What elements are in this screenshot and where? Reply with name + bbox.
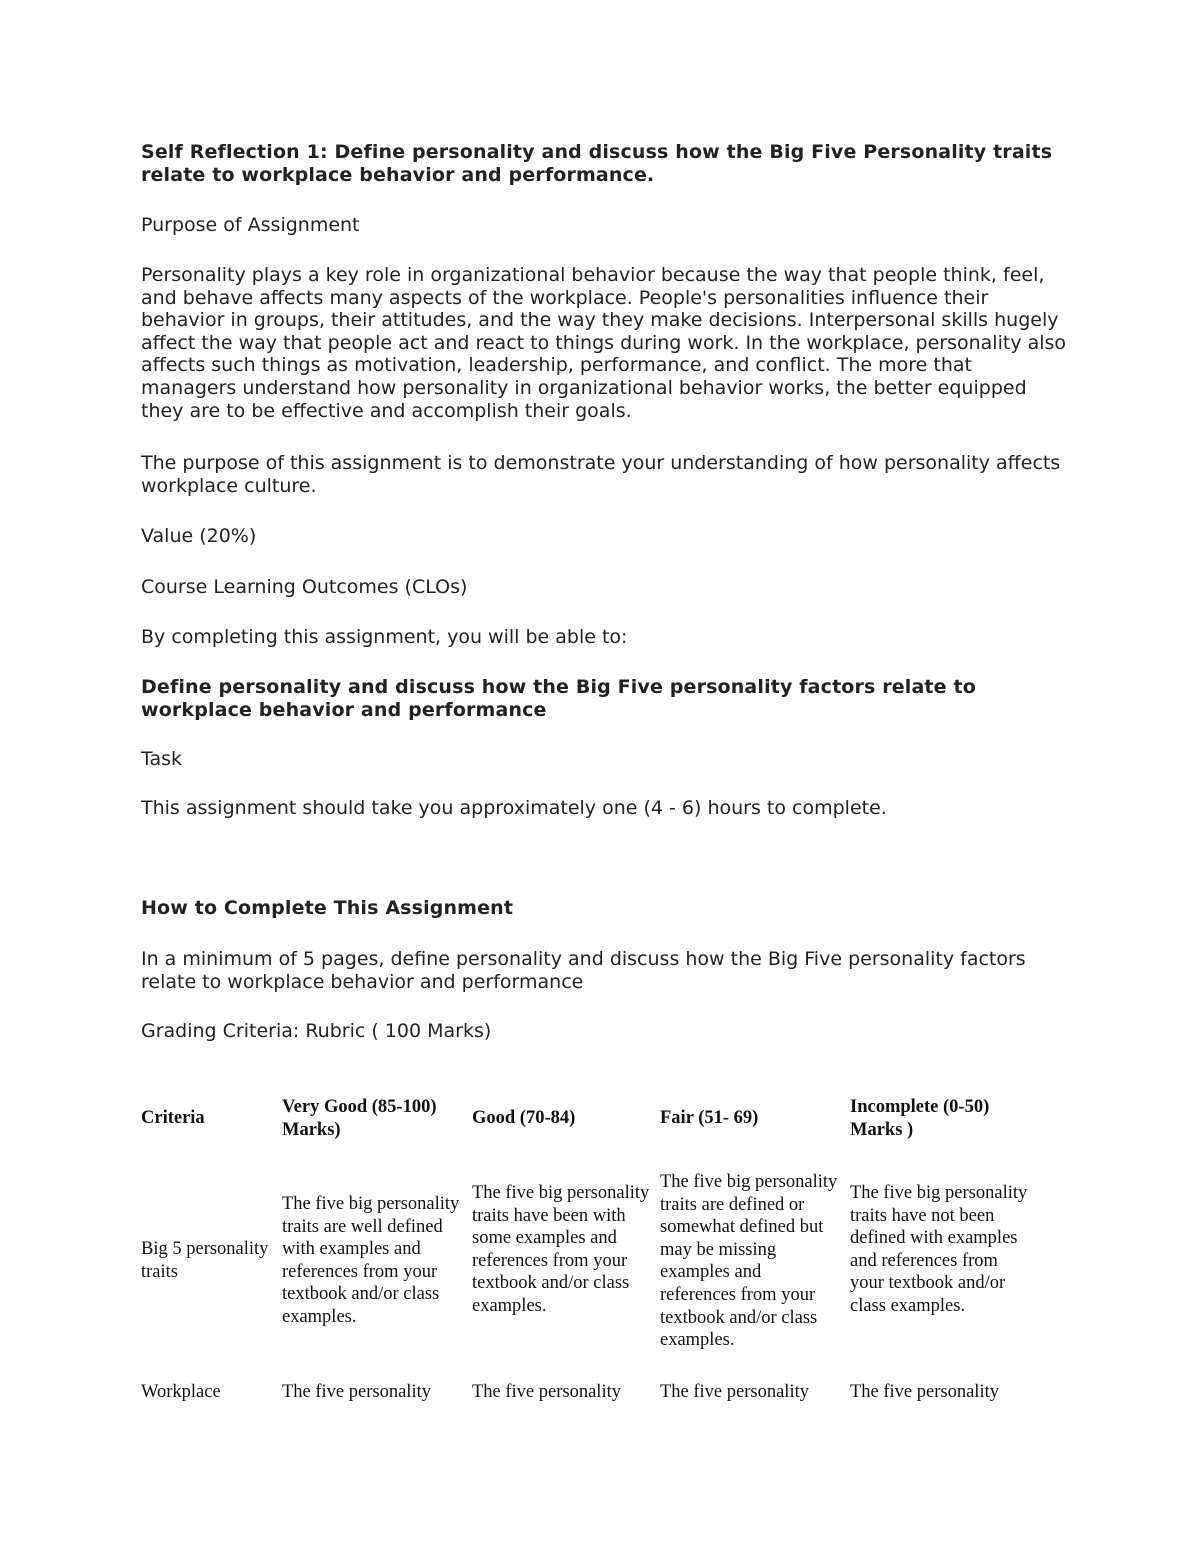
task-heading: Task [141,748,183,770]
rubric-row-good: The five big personality traits have been with some examples and references from your textbook and/or class examples. [472,1183,650,1316]
rubric-row-very-good: The five personality [282,1382,431,1402]
how-heading: How to Complete This Assignment [141,897,514,919]
how-text: In a minimum of 5 pages, define personality and discuss how the Big Five personality factors relate to workplace behavior and performance [141,948,1026,993]
document-title: Self Reflection 1: Define personality and discuss how the Big Five Personality traits relate to workplace behavior and performance. [141,141,1053,186]
clo-heading: Course Learning Outcomes (CLOs) [141,576,468,598]
rubric-header-criteria: Criteria [141,1108,205,1128]
rubric-header-good: Good (70-84) [472,1108,576,1128]
rubric-row-fair: The five personality [660,1382,809,1402]
task-time: This assignment should take you approximately one (4 - 6) hours to complete. [141,797,887,819]
clo-intro: By completing this assignment, you will be able to: [141,626,628,648]
rubric-header-very-good: Very Good (85-100) Marks) [282,1097,437,1140]
rubric-row-incomplete: The five personality [850,1382,999,1402]
grading-criteria: Grading Criteria: Rubric ( 100 Marks) [141,1020,492,1042]
purpose-paragraph: Personality plays a key role in organizational behavior because the way that people think, feel, and behave affects many aspects of the workplace. People's personalities influence their behavior in groups, their attitudes, and the way they make decisions. Interpersonal skills hugely affect the way that people act and react to things during work. In the workplace, personality also affects such things as motivation, leadership, performance, and conflict. The more that managers understand how personality in organizational behavior works, the better equipped they are to be effective and accomplish their goals. [141,264,1067,422]
rubric-row-incomplete: The five big personality traits have not been defined with examples and references from your textbook and/or class examples. [850,1183,1028,1316]
rubric-row-fair: The five big personality traits are defined or somewhat defined but may be missing examples and references from your textbook and/or class examples. [660,1172,838,1351]
value-text: Value (20%) [141,525,257,547]
rubric-row-good: The five personality [472,1382,621,1402]
rubric-header-incomplete: Incomplete (0-50) Marks ) [850,1097,990,1140]
rubric-row-criteria: Workplace [141,1382,221,1402]
rubric-header-fair: Fair (51- 69) [660,1108,759,1128]
rubric-row-criteria: Big 5 personality traits [141,1239,269,1282]
rubric-row-very-good: The five big personality traits are well defined with examples and references from your textbook and/or class examples. [282,1194,460,1327]
clo-item: Define personality and discuss how the Big Five personality factors relate to workplace behavior and performance [141,676,976,721]
purpose-statement: The purpose of this assignment is to demonstrate your understanding of how personality affects workplace culture. [141,452,1061,497]
purpose-heading: Purpose of Assignment [141,214,360,236]
